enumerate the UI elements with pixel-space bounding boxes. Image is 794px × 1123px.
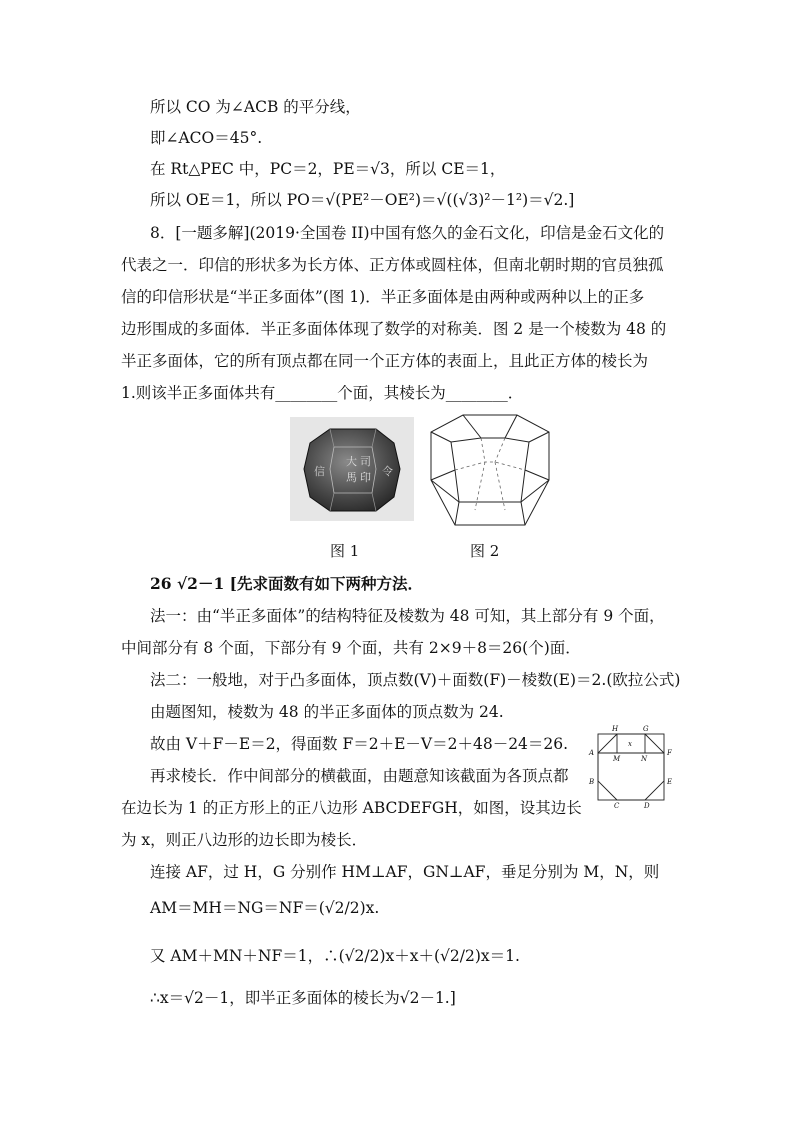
octagon-label: H <box>612 725 619 733</box>
octagon-label: x <box>628 740 632 748</box>
problem-text: 8．[一题多解](2019·全国卷 II)中国有悠久的金石文化，印信是金石文化的 <box>150 224 665 242</box>
formula-line: 又 AM＋MN＋NF＝1，∴(√2/2)x＋x＋(√2/2)x＝1. <box>150 947 520 965</box>
answer-text: 26 √2－1 [先求面数有如下两种方法． <box>150 574 423 593</box>
octagon-label: G <box>643 725 649 733</box>
solution-text: 在边长为 1 的正方形上的正八边形 ABCDEFGH，如图，设其边长 <box>121 799 582 817</box>
solution-text: 法二：一般地，对于凸多面体，顶点数(V)＋面数(F)－棱数(E)＝2.(欧拉公式) <box>150 671 681 689</box>
formula-line: AM＝MH＝NG＝NF＝(√2/2)x. <box>150 899 380 917</box>
figure-1-caption: 图 1 <box>330 542 360 560</box>
octagon-label: B <box>589 778 595 786</box>
solution-text: 再求棱长．作中间部分的横截面，由题意知该截面为各顶点都 <box>150 767 569 785</box>
octagon-label: F <box>667 749 672 757</box>
seal-char: 印 <box>360 471 371 484</box>
solution-text: 中间部分有 8 个面，下部分有 9 个面，共有 2×9＋8＝26(个)面． <box>121 639 581 657</box>
text-line: 在 Rt△PEC 中，PC＝2，PE＝√3，所以 CE＝1， <box>150 160 506 178</box>
problem-text: 代表之一．印信的形状多为长方体、正方体或圆柱体，但南北朝时期的官员独孤 <box>121 256 664 274</box>
octagon-label: C <box>614 802 620 810</box>
seal-photo <box>290 417 414 521</box>
text-line: 所以 CO 为∠ACB 的平分线， <box>150 98 361 116</box>
problem-text: 边形围成的多面体．半正多面体体现了数学的对称美．图 2 是一个棱数为 48 的 <box>121 320 667 338</box>
octagon-label: N <box>641 755 648 763</box>
text-line: 所以 OE＝1，所以 PO＝√(PE²－OE²)＝√((√3)²－1²)＝√2.] <box>150 191 575 209</box>
octagon-label: D <box>644 802 650 810</box>
octagon-label: M <box>613 755 621 763</box>
seal-char: 令 <box>382 465 393 478</box>
problem-text: 半正多面体，它的所有顶点都在同一个正方体的表面上，且此正方体的棱长为 <box>121 352 649 370</box>
polyhedron-figure <box>425 410 555 530</box>
octagon-label: A <box>589 749 595 757</box>
octagon-label: E <box>667 778 673 786</box>
solution-text: 由题图知，棱数为 48 的半正多面体的顶点数为 24. <box>150 703 504 721</box>
problem-text: 信的印信形状是“半正多面体”(图 1)．半正多面体是由两种或两种以上的正多 <box>121 288 645 306</box>
seal-char: 司 <box>360 455 371 468</box>
solution-text: 故由 V＋F－E＝2，得面数 F＝2＋E－V＝2＋48－24＝26. <box>150 735 569 753</box>
formula-line: ∴x＝√2－1，即半正多面体的棱长为√2－1.] <box>150 989 456 1007</box>
solution-text: 法一：由“半正多面体”的结构特征及棱数为 48 可知，其上部分有 9 个面， <box>150 607 665 625</box>
problem-text: 1.则该半正多面体共有________个面，其棱长为________． <box>121 384 524 402</box>
figure-2-caption: 图 2 <box>470 542 500 560</box>
seal-char: 大 <box>346 455 357 468</box>
text-line: 即∠ACO＝45°. <box>150 129 263 147</box>
octagon-figure <box>588 724 676 810</box>
seal-char: 馬 <box>346 471 357 484</box>
seal-char: 信 <box>314 465 325 478</box>
solution-text: 为 x，则正八边形的边长即为棱长． <box>121 831 368 849</box>
solution-text: 连接 AF，过 H，G 分别作 HM⊥AF，GN⊥AF，垂足分别为 M，N，则 <box>150 863 660 881</box>
